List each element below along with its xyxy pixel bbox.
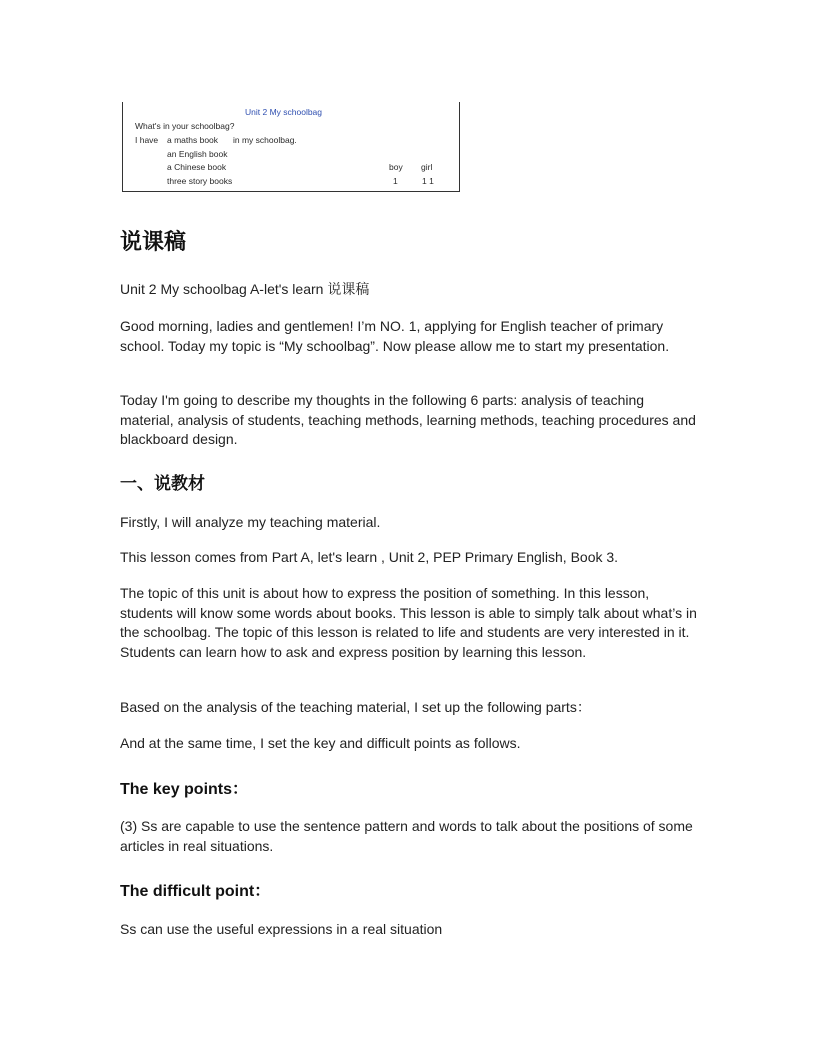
section-heading-materials: 一、说教材 — [120, 474, 205, 494]
board-col-girl: girl — [421, 162, 433, 172]
subtitle: Unit 2 My schoolbag A-let's learn 说课稿 — [120, 281, 370, 297]
page-title: 说课稿 — [120, 230, 187, 255]
board-score-boy: 1 — [393, 176, 398, 186]
outline-paragraph: Today I'm going to describe my thoughts in the following 6 parts: analysis of teaching material, analysis of students, teaching methods, learning methods, teaching procedures and blackboard design. — [120, 392, 696, 447]
key-setup-paragraph: And at the same time, I set the key and difficult points as follows. — [120, 735, 521, 751]
based-paragraph: Based on the analysis of the teaching material, I set up the following parts： — [120, 699, 591, 715]
key-point-3: (3) Ss are capable to use the sentence pattern and words to talk about the positions of some articles in real situations. — [120, 818, 693, 854]
difficult-point-heading: The difficult point： — [120, 883, 271, 900]
source-paragraph: This lesson comes from Part A, let's learn , Unit 2, PEP Primary English, Book 3. — [120, 549, 619, 565]
difficult-point-text: Ss can use the useful expressions in a real situation — [120, 921, 443, 937]
board-i-have: I have — [135, 135, 159, 145]
board-book-3: a Chinese book — [167, 162, 227, 172]
board-score-girl: 1 1 — [422, 176, 434, 186]
board-in-bag: in my schoolbag. — [233, 135, 297, 145]
greeting-paragraph: Good morning, ladies and gentlemen! I’m NO. 1, applying for English teacher of primary school. Today my topic is “My schoolbag”. Now please allow me to start my presentation. — [120, 318, 670, 354]
board-book-1: a maths book — [167, 135, 219, 145]
board-col-boy: boy — [389, 162, 403, 172]
key-points-heading: The key points： — [120, 781, 249, 798]
board-book-2: an English book — [167, 149, 228, 159]
board-book-4: three story books — [167, 176, 233, 186]
board-title: Unit 2 My schoolbag — [245, 107, 323, 117]
firstly-paragraph: Firstly, I will analyze my teaching material. — [120, 514, 381, 530]
board-question: What's in your schoolbag? — [135, 121, 235, 131]
blackboard-design-image — [122, 102, 460, 192]
topic-paragraph: The topic of this unit is about how to express the position of something. In this lesson, students will know some words about books. This lesson is able to simply talk about what’s in the schoolbag. The topic of this lesson is related to life and students are very interested in it. Students can learn how to ask and express position by learning this lesson. — [120, 585, 697, 660]
